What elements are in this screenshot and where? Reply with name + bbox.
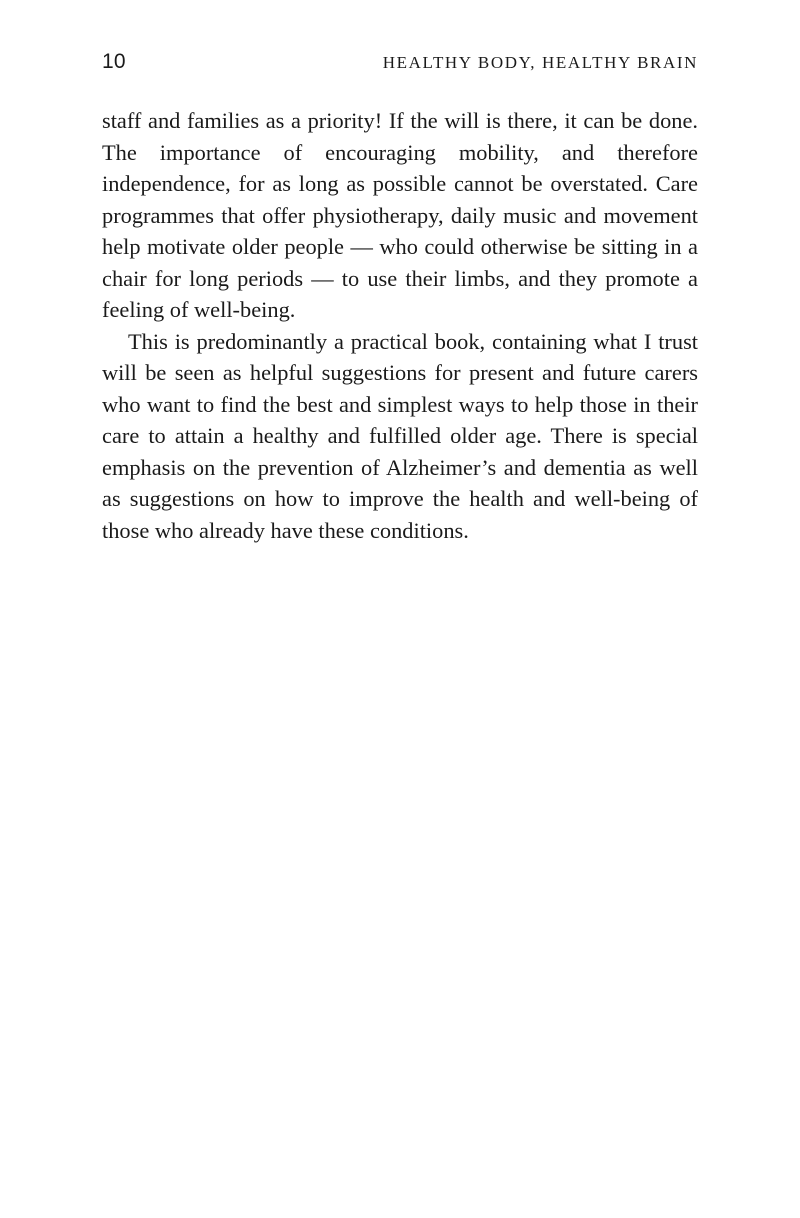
page-number: 10 — [102, 50, 126, 73]
paragraph-1: staff and families as a priority! If the will is there, it can be done. The importance of encouraging mobility, and therefore independence, for as long as possible cannot be overstated. Care programmes that offer physiotherapy, daily music and movement help motivate older people — who could otherwise be sitting in a chair for long periods — to use their limbs, and they promote a feeling of well-being. — [102, 108, 698, 322]
running-title: HEALTHY BODY, HEALTHY BRAIN — [382, 53, 698, 72]
running-header — [102, 50, 698, 80]
paragraph-2: This is predominantly a practical book, containing what I trust will be seen as helpful suggestions for present and future carers who want to find the best and simplest ways to help those in their care to attain a healthy and fulfilled older age. There is special emphasis on the prevention of Alzheimer’s and dementia as well as suggestions on how to improve the health and well-being of those who already have these conditions. — [102, 328, 698, 543]
body-text — [102, 105, 698, 546]
